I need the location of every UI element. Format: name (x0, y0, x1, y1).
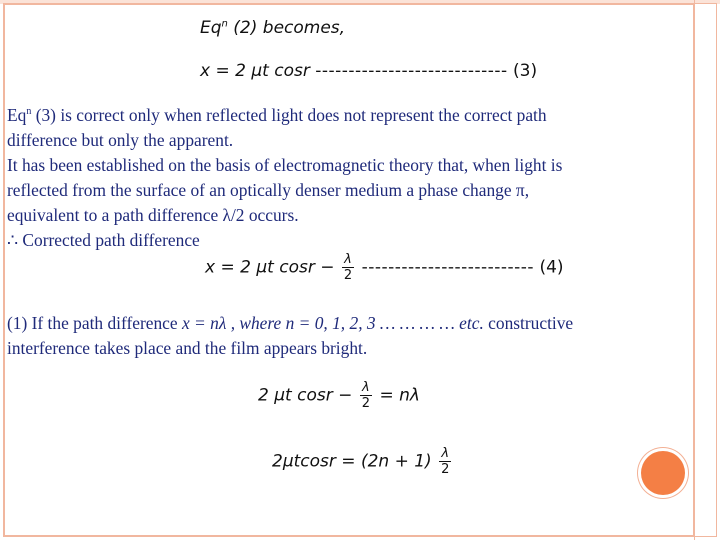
paragraph-2-line-2: interference takes place and the film appears bright. (7, 338, 368, 358)
eq6-lhs: 2μtcosr = (2n + 1) (272, 451, 432, 472)
eq6-frac-num: λ (441, 446, 450, 461)
eq3-equals: = (215, 61, 230, 81)
header-eqn-prefix: Eq (200, 18, 222, 38)
header-equation-label (200, 18, 345, 38)
eq6-frac-den: 2 (441, 462, 450, 477)
equation-6 (272, 446, 453, 477)
equation-3 (200, 61, 537, 81)
paragraph-1-line-5: equivalent to a path difference λ/2 occurs. (7, 204, 299, 225)
eq4-dashes: -------------------------- (361, 257, 535, 278)
header-eqn-sup: n (221, 18, 228, 30)
eq5-rhs: = nλ (379, 385, 420, 406)
paragraph-1 (7, 99, 657, 253)
paragraph-2-line-1 (7, 311, 657, 336)
eq5-lhs: 2 μt cosr − (258, 385, 353, 406)
eq4-number: (4) (539, 257, 564, 278)
p2-line1-start: (1) If the path difference (7, 313, 178, 333)
equation-5 (258, 380, 420, 411)
equation-4 (205, 252, 564, 283)
eq3-lhs: x (200, 61, 211, 81)
eq4-equals: = (220, 257, 235, 278)
paragraph-1-line-6: ∴ Corrected path difference (7, 229, 200, 250)
header-eqn-rest: (2) becomes, (233, 18, 346, 38)
eq6-fraction (439, 446, 451, 477)
paragraph-1-line-2: difference but only the apparent. (7, 129, 234, 150)
eq5-frac-den: 2 (361, 396, 371, 411)
eq3-rhs: 2 μt cosr (235, 61, 310, 81)
p2-line1-end: constructive (488, 313, 574, 333)
p1-eqn-sup: n (26, 106, 32, 117)
eq4-fraction (342, 252, 354, 283)
paragraph-2 (7, 311, 657, 361)
eq5-fraction (360, 380, 372, 411)
paragraph-1-line-1 (7, 99, 657, 128)
eq3-number: (3) (513, 61, 538, 81)
right-rule (694, 0, 695, 540)
eq4-rhs: 2 μt cosr − (240, 257, 335, 278)
eq5-frac-num: λ (362, 380, 370, 395)
decorative-circle (641, 451, 685, 495)
eq4-frac-num: λ (344, 252, 352, 267)
p2-line1-italic: x = nλ , where n = 0, 1, 2, 3 … … … … etc. (181, 313, 484, 333)
p1-line1-rest: (3) is correct only when reflected light does not represent the correct path (35, 104, 547, 125)
paragraph-1-line-3: It has been established on the basis of electromagnetic theory that, when light is (7, 154, 563, 175)
p1-eqn-prefix: Eq (7, 104, 27, 125)
paragraph-1-line-4: reflected from the surface of an optically denser medium a phase change π, (7, 179, 530, 200)
eq3-dashes: ----------------------------- (315, 61, 508, 81)
eq4-lhs: x (205, 257, 216, 278)
eq4-frac-den: 2 (343, 268, 353, 283)
